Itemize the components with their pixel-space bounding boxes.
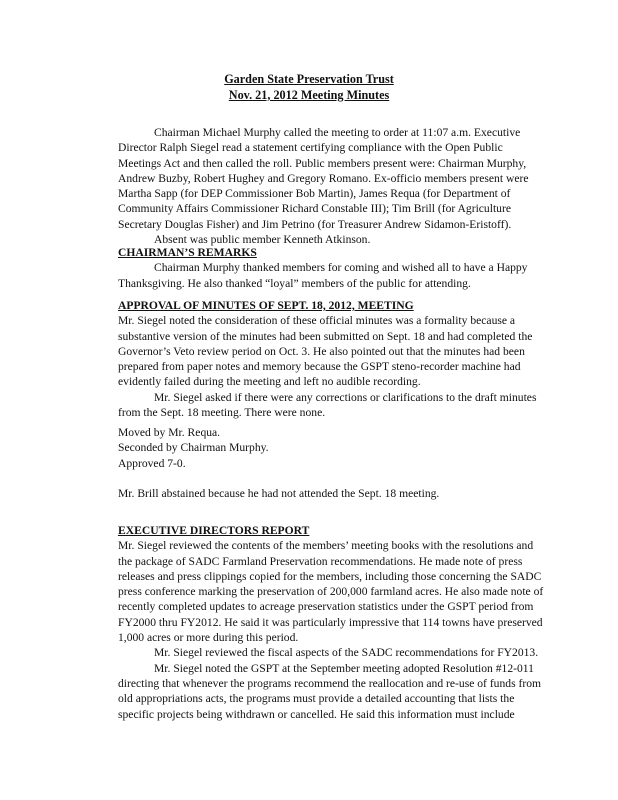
approval-section [118,298,548,420]
corrections-paragraph: Mr. Siegel asked if there were any corrections or clarifications to the draft minutes from the Sept. 18 meeting. There were none. [118,390,537,420]
moved-line: Moved by Mr. Requa. [118,426,221,439]
chairman-remarks-section [118,245,548,291]
motion-block [118,425,548,471]
seconded-line: Seconded by Chairman Murphy. [118,441,269,455]
abstained-line: Mr. Brill abstained because he had not attended the Sept. 18 meeting. [118,487,440,500]
fiscal-paragraph: Mr. Siegel reviewed the fiscal aspects of the SADC recommendations for FY2013. [154,646,539,660]
chairman-paragraph: Chairman Murphy thanked members for coming and wished all to have a Happy Thanksgiving. He also thanked “loyal” members of the public for attending. [118,261,528,290]
approval-paragraph: Mr. Siegel noted the consideration of these official minutes was a formality because a substantive version of the minutes had been submitted on Sept. 18 and had completed the Governor’s Veto review period on Oct. 3. He also pointed out that the minutes had been prepared from paper notes and memory because the GSPT steno-recorder machine had evidently failed during the meeting and left no audible recording. [118,314,533,389]
abstained-block [118,486,548,501]
section-heading: EXECUTIVE DIRECTORS REPORT [118,524,310,537]
absent-paragraph: Absent was public member Kenneth Atkinson. [154,233,371,247]
section-heading: CHAIRMAN’S REMARKS [118,246,257,259]
document-title: Garden State Preservation Trust [224,72,394,86]
document-subtitle: Nov. 21, 2012 Meeting Minutes [228,88,390,102]
executive-paragraph: Mr. Siegel reviewed the contents of the members’ meeting books with the resolutions and the package of SADC Farmland Preservation recommendations. He made note of press releases and press clippings copied for the members, including those concerning the SADC press conference marking the preservation of 200,000 farmland acres. He also made note of recently completed updates to acreage preservation statistics under the GSPT period from FY2000 thru FY2012. He said it was particularly impressive that 114 towns have preserved 1,000 acres or more during this period. [118,539,544,645]
opening-section [118,125,548,247]
section-heading: APPROVAL OF MINUTES OF SEPT. 18, 2012, MEETING [118,299,414,312]
executive-report-section [118,523,548,722]
opening-paragraph: Chairman Michael Murphy called the meeting to order at 11:07 a.m. Executive Director Ralph Siegel read a statement certifying compliance with the Open Public Meetings Act and then called the roll. Public members present were: Chairman Murphy, Andrew Buzby, Robert Hughey and Gregory Romano. Ex-officio members present were Martha Sapp (for DEP Commissioner Bob Martin), James Requa (for Department of Community Affairs Commissioner Richard Constable III); Tim Brill (for Agriculture Secretary Douglas Fisher) and Jim Petrino (for Treasurer Andrew Sidamon-Eristoff). [118,126,529,231]
resolution-paragraph: Mr. Siegel noted the GSPT at the September meeting adopted Resolution #12-011 directing that whenever the programs recommend the reallocation and re-use of funds from old appropriations acts, the programs must provide a detailed accounting that lists the specific projects being withdrawn or cancelled. He said this information must include [118,661,542,721]
approved-line: Approved 7-0. [118,456,186,470]
